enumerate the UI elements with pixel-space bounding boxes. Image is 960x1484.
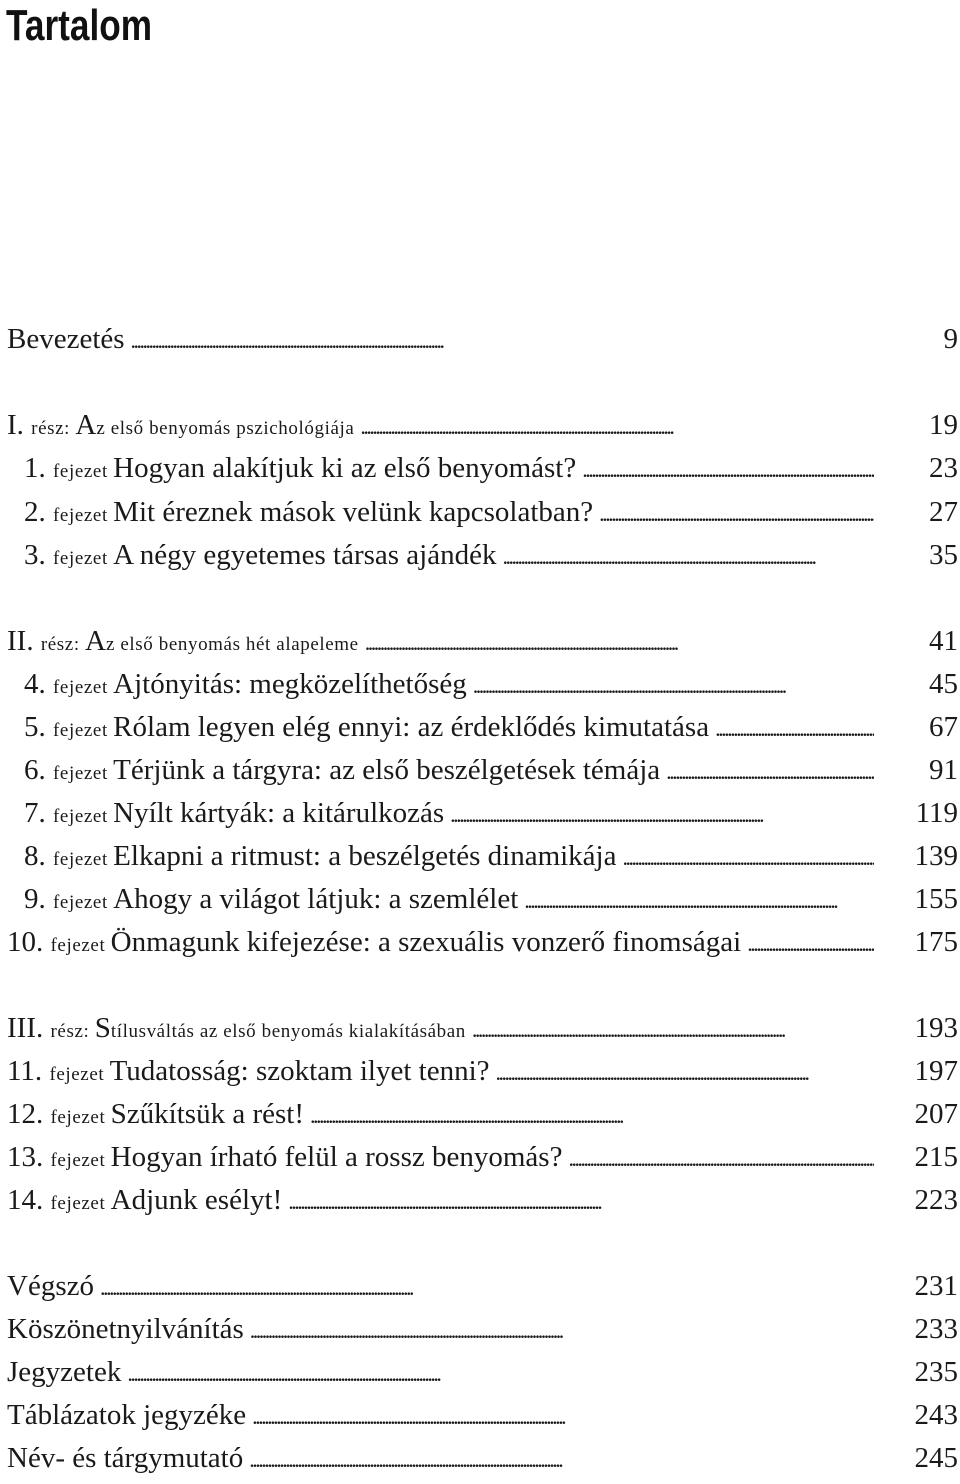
dot-leader <box>568 1139 874 1179</box>
part-number: III. <box>7 1012 51 1044</box>
toc-entry-part[interactable] <box>7 1008 958 1048</box>
chapter-title: Ahogy a világot látjuk: a szemlélet <box>113 883 519 915</box>
page-number: 9 <box>943 323 958 355</box>
chapter-word: fejezet <box>50 1150 111 1171</box>
chapter-word: fejezet <box>53 548 114 569</box>
page-number: 27 <box>929 496 958 528</box>
chapter-number: 14. <box>7 1184 51 1216</box>
chapter-title: Szűkítsük a rést! <box>110 1098 304 1130</box>
toc-entry-label <box>7 1137 562 1181</box>
toc-entry-label <box>24 707 709 751</box>
dot-leader <box>249 1440 874 1480</box>
chapter-number: 6. <box>24 754 53 786</box>
page-number: 155 <box>914 883 958 915</box>
chapter-word: fejezet <box>53 806 114 827</box>
toc-entry-main[interactable] <box>7 1395 958 1435</box>
chapter-word: fejezet <box>53 461 114 482</box>
chapter-word: fejezet <box>50 935 111 956</box>
toc-entry-label <box>7 922 741 966</box>
toc-entry-label: Jegyzetek <box>7 1356 122 1388</box>
chapter-number: 1. <box>24 452 53 484</box>
toc-entry-chapter[interactable] <box>24 836 958 876</box>
toc-entry-label <box>7 1051 490 1095</box>
page-number: 215 <box>914 1141 958 1173</box>
dot-leader <box>360 407 874 447</box>
page-number: 23 <box>929 452 958 484</box>
toc-entry-label: Köszönetnyilvánítás <box>7 1313 244 1345</box>
toc-entry-chapter[interactable] <box>24 448 958 488</box>
dot-leader <box>666 752 874 792</box>
part-title-rest: z első benyomás hét alapeleme <box>106 634 359 655</box>
toc-entry-chapter[interactable] <box>7 1094 958 1134</box>
page-number: 119 <box>915 797 958 829</box>
dot-leader <box>473 666 874 706</box>
toc-entry-part[interactable] <box>7 405 958 445</box>
toc-entry-chapter[interactable] <box>24 535 958 575</box>
toc-entry-main[interactable] <box>7 1438 958 1478</box>
chapter-title: A négy egyetemes társas ajándék <box>113 539 497 571</box>
toc-entry-chapter[interactable] <box>24 664 958 704</box>
chapter-title: Nyílt kártyák: a kitárulkozás <box>113 797 445 829</box>
page-number: 19 <box>929 409 958 441</box>
toc-entry-label <box>24 448 576 492</box>
chapter-word: fejezet <box>53 849 114 870</box>
dot-leader <box>365 623 874 663</box>
dot-leader <box>127 1354 874 1394</box>
chapter-number: 10. <box>7 926 51 958</box>
toc-entry-main[interactable] <box>7 319 958 359</box>
dot-leader <box>472 1010 874 1050</box>
toc-entry-chapter[interactable] <box>7 1180 958 1220</box>
toc-entry-label: Végszó <box>7 1270 94 1302</box>
dot-leader <box>496 1053 874 1093</box>
chapter-title: Adjunk esélyt! <box>110 1184 283 1216</box>
chapter-title: Tudatosság: szoktam ilyet tenni? <box>109 1055 490 1087</box>
chapter-word: fejezet <box>53 677 114 698</box>
chapter-number: 11. <box>7 1055 50 1087</box>
dot-leader <box>250 1311 874 1351</box>
toc-entry-label <box>7 1008 466 1052</box>
chapter-word: fejezet <box>49 1064 110 1085</box>
part-title-initial: A <box>75 409 97 441</box>
page-number: 41 <box>929 625 958 657</box>
page-number: 193 <box>914 1012 958 1044</box>
chapter-number: 4. <box>24 668 53 700</box>
toc-entry-chapter[interactable] <box>24 879 958 919</box>
dot-leader <box>582 450 874 490</box>
dot-leader <box>288 1182 874 1222</box>
chapter-title: Rólam legyen elég ennyi: az érdeklődés kimutatása <box>113 711 710 743</box>
part-title-rest: tílusváltás az első benyomás kialakításában <box>110 1021 466 1042</box>
toc-entry-part[interactable] <box>7 621 958 661</box>
page-number: 223 <box>914 1184 958 1216</box>
chapter-word: fejezet <box>50 1193 111 1214</box>
part-title-initial: A <box>85 625 106 657</box>
page-number: 139 <box>914 840 958 872</box>
page-title: Tartalom <box>6 1 153 50</box>
page-number: 235 <box>914 1356 958 1388</box>
page-number: 175 <box>914 926 958 958</box>
toc-entry-label <box>7 1094 304 1138</box>
toc-entry-label <box>24 535 496 579</box>
page-number: 245 <box>914 1442 958 1474</box>
page-number: 233 <box>914 1313 958 1345</box>
dot-leader <box>131 321 874 361</box>
chapter-number: 8. <box>24 840 53 872</box>
toc-entry-main[interactable] <box>7 1309 958 1349</box>
page-number: 231 <box>914 1270 958 1302</box>
chapter-number: 3. <box>24 539 53 571</box>
chapter-title: Mit éreznek mások velünk kapcsolatban? <box>113 496 594 528</box>
toc-entry-label <box>24 879 518 923</box>
toc-entry-main[interactable] <box>7 1266 958 1306</box>
toc-entry-chapter[interactable] <box>7 1137 958 1177</box>
toc-entry-main[interactable] <box>7 1352 958 1392</box>
chapter-word: fejezet <box>53 892 114 913</box>
part-title-rest: z első benyomás pszichológiája <box>96 418 355 439</box>
chapter-title: Hogyan alakítjuk ki az első benyomást? <box>113 452 577 484</box>
chapter-number: 5. <box>24 711 53 743</box>
toc-entry-chapter[interactable] <box>24 492 958 532</box>
chapter-title: Hogyan írható felül a rossz benyomás? <box>110 1141 563 1173</box>
page-number: 35 <box>929 539 958 571</box>
chapter-number: 12. <box>7 1098 51 1130</box>
dot-leader <box>622 838 874 878</box>
page-number: 91 <box>929 754 958 786</box>
chapter-number: 9. <box>24 883 53 915</box>
toc-entry-chapter[interactable] <box>24 750 958 790</box>
toc-entry-chapter[interactable] <box>7 1051 958 1091</box>
chapter-word: fejezet <box>50 1107 111 1128</box>
page-number: 197 <box>914 1055 958 1087</box>
dot-leader <box>310 1096 874 1136</box>
chapter-title: Ajtónyitás: megközelíthetőség <box>113 668 467 700</box>
chapter-word: fejezet <box>53 505 114 526</box>
dot-leader <box>599 494 874 534</box>
page-number: 207 <box>914 1098 958 1130</box>
toc-entry-label <box>7 621 359 665</box>
part-number: II. <box>7 625 41 657</box>
toc-entry-chapter[interactable] <box>24 793 958 833</box>
page-number: 45 <box>929 668 958 700</box>
chapter-word: fejezet <box>53 763 114 784</box>
toc-entry-label <box>24 793 444 837</box>
dot-leader <box>502 537 874 577</box>
toc-entry-label: Táblázatok jegyzéke <box>7 1399 247 1431</box>
dot-leader <box>715 709 874 749</box>
part-number: I. <box>7 409 32 441</box>
toc-entry-chapter[interactable] <box>24 707 958 747</box>
chapter-title: Térjünk a tárgyra: az első beszélgetések témája <box>113 754 661 786</box>
page-number: 243 <box>914 1399 958 1431</box>
chapter-number: 13. <box>7 1141 51 1173</box>
part-word: rész: <box>40 634 86 655</box>
toc-entry-label: Név- és tárgymutató <box>7 1442 244 1474</box>
toc-entry-label <box>24 750 660 794</box>
chapter-word: fejezet <box>53 720 114 741</box>
dot-leader <box>252 1397 874 1437</box>
part-title-initial: S <box>94 1012 111 1044</box>
page-number: 67 <box>929 711 958 743</box>
toc-entry-label <box>24 664 467 708</box>
part-word: rész: <box>50 1021 95 1042</box>
chapter-title: Elkapni a ritmust: a beszélgetés dinamikája <box>113 840 617 872</box>
chapter-number: 2. <box>24 496 53 528</box>
dot-leader <box>747 924 874 964</box>
part-word: rész: <box>31 418 76 439</box>
toc-entry-label <box>7 1180 282 1224</box>
chapter-title: Önmagunk kifejezése: a szexuális vonzerő finomságai <box>110 926 742 958</box>
toc-entry-chapter[interactable] <box>7 922 958 962</box>
dot-leader <box>450 795 874 835</box>
toc-entry-label <box>24 836 616 880</box>
toc-entry-label: Bevezetés <box>7 323 125 355</box>
toc-entry-label <box>24 492 593 536</box>
toc-entry-label <box>7 405 354 449</box>
chapter-number: 7. <box>24 797 53 829</box>
dot-leader <box>524 881 874 921</box>
dot-leader <box>100 1268 874 1308</box>
